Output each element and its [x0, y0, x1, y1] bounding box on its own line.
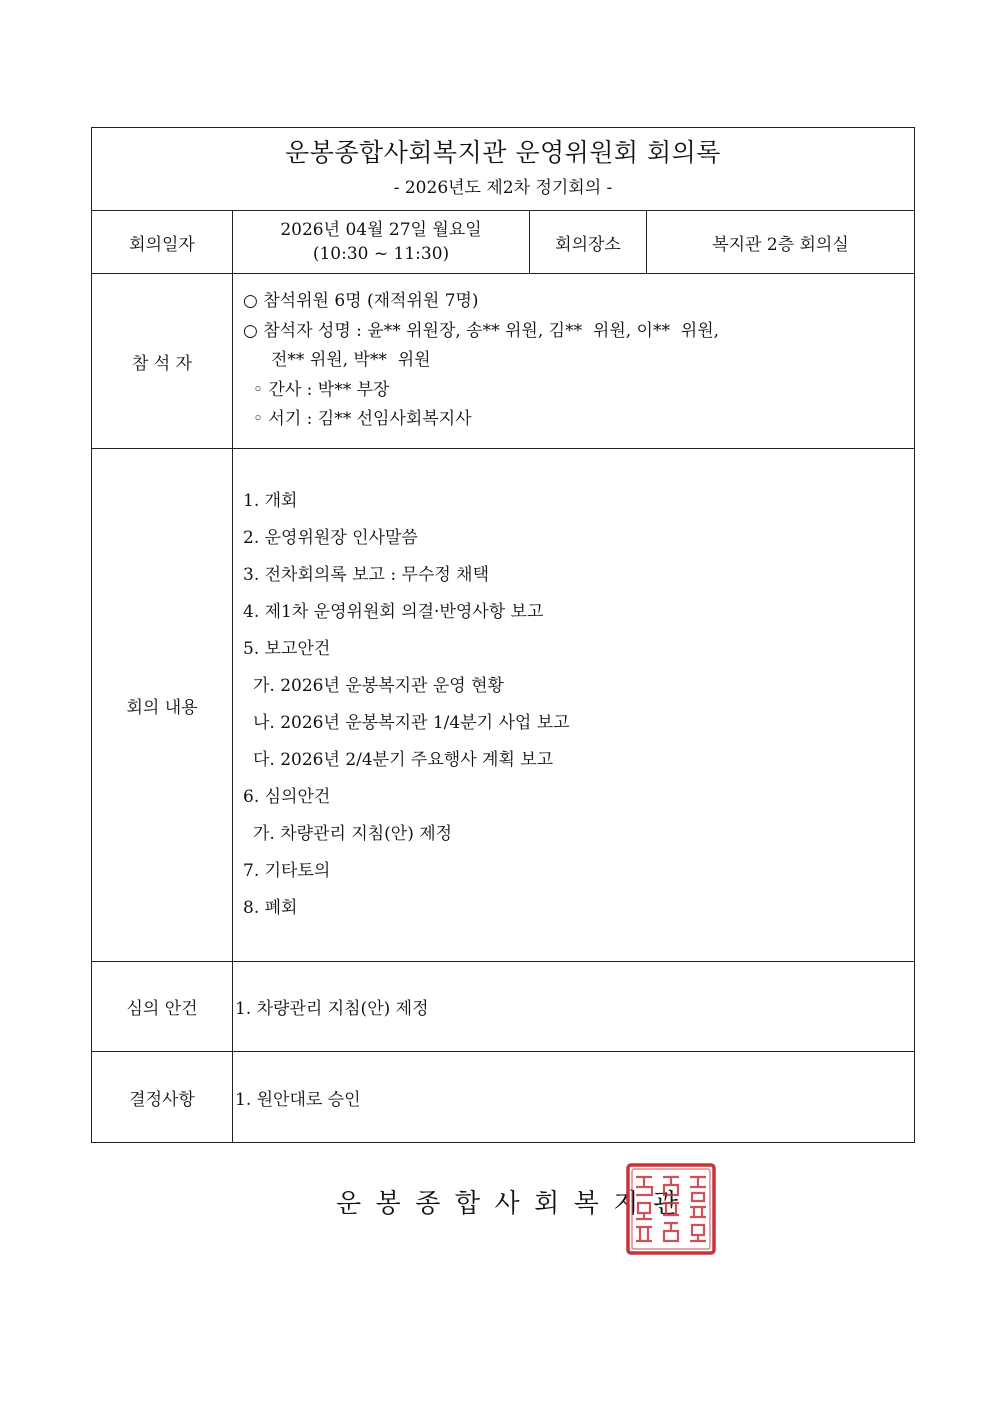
attendees-row [92, 274, 914, 449]
content-body [233, 449, 914, 961]
agenda-item: 7. 기타토의 [243, 861, 331, 881]
deliberation-row [92, 962, 914, 1052]
agenda-subitem: 가. 2026년 운봉복지관 운영 현황 [253, 676, 504, 696]
agenda-subitem: 가. 차량관리 지침(안) 제정 [253, 824, 453, 844]
agenda-item: 6. 심의안건 [243, 787, 331, 807]
agenda-item: 2. 운영위원장 인사말씀 [243, 528, 418, 548]
decision-value: 1. 원안대로 승인 [235, 1089, 361, 1110]
meeting-date-line: 2026년 04월 27일 월요일 [280, 220, 482, 240]
content-row [92, 449, 914, 962]
agenda-item: 5. 보고안건 [243, 639, 331, 659]
deliberation-label: 심의 안건 [92, 962, 233, 1051]
content-label: 회의 내용 [92, 449, 233, 961]
meeting-info-row [92, 211, 914, 274]
agenda-subitem: 나. 2026년 운봉복지관 1/4분기 사업 보고 [253, 713, 570, 733]
document-title: 운봉종합사회복지관 운영위원회 회의록 [285, 138, 721, 167]
agenda-subitem: 다. 2026년 2/4분기 주요행사 계획 보고 [253, 750, 554, 770]
meeting-time-line: (10:30 ~ 11:30) [312, 244, 450, 264]
decision-row [92, 1052, 914, 1142]
decision-label: 결정사항 [92, 1052, 233, 1142]
meeting-date [233, 211, 530, 273]
agenda-item: 4. 제1차 운영위원회 의결·반영사항 보고 [243, 602, 544, 622]
attendee-names-cont: 전** 위원, 박** 위원 [271, 350, 431, 371]
minutes-table [91, 127, 915, 1143]
title-block [92, 128, 914, 211]
secretary: ◦ 간사 : 박** 부장 [253, 379, 390, 400]
attendees-label: 참 석 자 [92, 274, 233, 448]
agenda-item: 1. 개회 [243, 491, 298, 511]
deliberation-value: 1. 차량관리 지침(안) 제정 [235, 999, 429, 1019]
agenda-item: 8. 폐회 [243, 898, 298, 918]
organization-name: 운봉종합사회복지관 [336, 1189, 693, 1219]
attendee-count: ○ 참석위원 6명 (재적위원 7명) [243, 291, 479, 312]
document-subtitle: - 2026년도 제2차 정기회의 - [393, 178, 613, 198]
recorder: ◦ 서기 : 김** 선임사회복지사 [253, 409, 472, 430]
place-label: 회의장소 [530, 211, 647, 273]
official-seal-icon [626, 1163, 716, 1255]
attendee-names: ○ 참석자 성명 : 윤** 위원장, 송** 위원, 김** 위원, 이** 위원, [243, 320, 720, 341]
agenda-item: 3. 전차회의록 보고 : 무수정 채택 [243, 565, 490, 585]
date-label: 회의일자 [92, 211, 233, 273]
attendees-body [233, 274, 914, 448]
meeting-place: 복지관 2층 회의실 [712, 234, 849, 255]
